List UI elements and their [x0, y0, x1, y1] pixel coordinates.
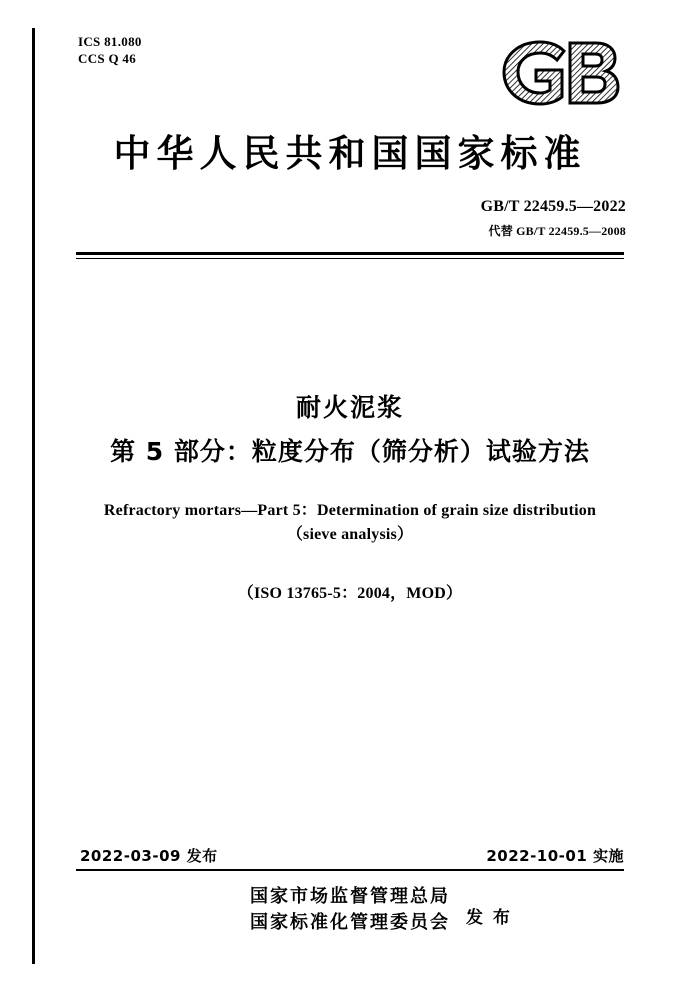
issue-date: 2022-03-09 发布	[80, 847, 218, 865]
page-title: 中华人民共和国国家标准	[113, 132, 587, 175]
standard-number: GB/T 22459.5—2022	[480, 198, 626, 215]
issuer-line-1: 国家市场监督管理总局	[250, 886, 450, 907]
implementation-date: 2022-10-01 实施	[486, 847, 624, 865]
document-title-en-line1: Refractory mortars—Part 5：Determination of grain size distribution	[103, 502, 597, 519]
classification-codes	[78, 33, 142, 67]
gb-emblem-icon	[488, 36, 628, 108]
divider-thin	[76, 258, 624, 259]
iso-correspondence-note: （ISO 13765-5：2004，MOD）	[237, 585, 463, 602]
ics-code: ICS 81.080	[78, 34, 142, 49]
document-title-cn-line2: 第 5 部分：粒度分布（筛分析）试验方法	[110, 437, 590, 466]
divider-thick	[76, 252, 624, 255]
document-title-cn-line1: 耐火泥浆	[295, 393, 404, 422]
issue-verb: 发 布	[466, 908, 512, 928]
document-title-en-line2: （sieve analysis）	[286, 526, 414, 543]
issuing-authorities	[0, 884, 700, 936]
ccs-code: CCS Q 46	[78, 51, 137, 66]
issuer-line-2: 国家标准化管理委员会	[250, 912, 450, 933]
divider-footer	[76, 869, 624, 871]
replaces-standard-number: 代替 GB/T 22459.5—2008	[488, 224, 626, 238]
